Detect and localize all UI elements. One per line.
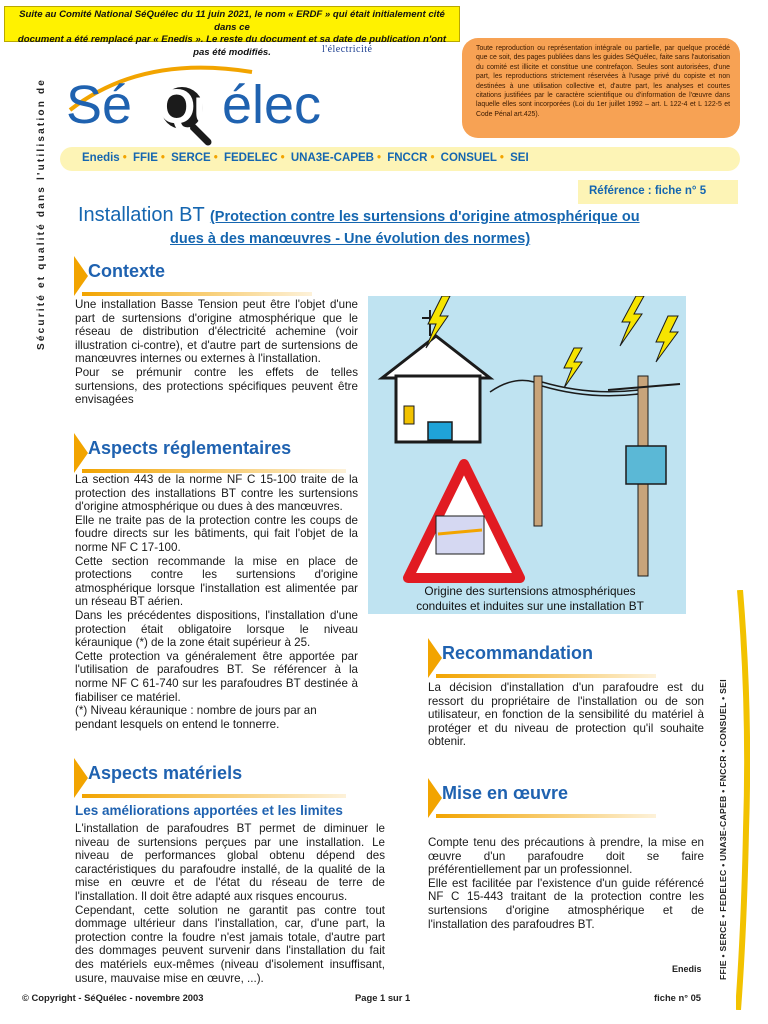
reglementaires-paragraph-5: Cette protection va généralement être apportée par l'utilisation de parafoudres BT. Se référencer à la norme NF C 61-740 sur les parafoudres BT destinée à fiabiliser ce matériel. bbox=[75, 649, 358, 704]
right-vertical-partners: FFIE • SERCE • FEDELEC • UNA3E-CAPEB • FNCCR • CONSUEL • SEI bbox=[718, 679, 728, 980]
logo-text-elec: élec bbox=[222, 75, 322, 135]
partner-enedis: Enedis bbox=[82, 152, 120, 164]
logo-text-se: Sé bbox=[66, 75, 133, 135]
contexte-paragraph-1: Une installation Basse Tension peut être l'objet d'une part de surtensions d'origine atmosphérique que le réseau de distribution d'électricité achemine (voir illustration ci-contre), et d'autre part de surtensions de manœuvres internes ou externes à l'installation. bbox=[75, 298, 358, 366]
title-sub-line-1: (Protection contre les surtensions d'origine atmosphérique ou bbox=[209, 209, 640, 225]
contexte-text bbox=[75, 298, 358, 407]
notice-line-1: Suite au Comité National SéQuélec du 11 juin 2021, le nom « ERDF » qui était initialement cité dans ce bbox=[19, 9, 445, 33]
partner-serce: SERCE bbox=[171, 152, 211, 164]
section-heading-recommandation: Recommandation bbox=[428, 638, 668, 672]
recommandation-paragraph-1: La décision d'installation d'un parafoudre est du ressort du propriétaire de l'installation ou de son utilisateur, en fonction de la sensibilité du matériel à protéger et du niveau de protection qu'il souhaite obtenir. bbox=[428, 681, 704, 749]
materiels-text bbox=[75, 822, 385, 985]
reglementaires-paragraph-2: Elle ne traite pas de la protection contre les coups de foudre directs sur les bâtiments, qui fait l'objet de la norme NF C 17-100. bbox=[75, 513, 358, 554]
title-sub-line-2: dues à des manœuvres - Une évolution des normes) bbox=[170, 231, 531, 247]
reglementaires-paragraph-4: Dans les précédentes dispositions, l'installation d'une protection était obligatoire lorsque le niveau kéraunique (*) de la zone était supérieur à 25. bbox=[75, 608, 358, 650]
partners-bar: Enedis • FFIE • SERCE • FEDELEC • UNA3E-CAPEB • FNCCR • CONSUEL • SEI bbox=[60, 147, 740, 171]
materiels-paragraph-2: Cependant, cette solution ne garantit pas contre tout dommage ultérieur dans l'installation, car, d'une part, la protection contre la foudre n'est jamais totale, d'autre part des dommages peuvent survenir dans l'installation du fait des matériels eux-mêmes (niveau d'isolement insuffisant, usure, mauvaise mise en œuvre, ...). bbox=[75, 903, 385, 985]
partner-fnccr: FNCCR bbox=[387, 152, 428, 164]
logo-text-qu: Qu bbox=[158, 81, 221, 134]
illustration-caption bbox=[380, 584, 680, 614]
title-main: Installation BT bbox=[78, 204, 205, 226]
right-decorative-stripe bbox=[736, 590, 750, 1010]
section-heading-materiels: Aspects matériels bbox=[74, 758, 354, 792]
notice-line-2: document a été remplacé par « Enedis ». Le reste du document et sa date de publication n'ont pas été modifiés. bbox=[17, 34, 447, 58]
partner-fedelec: FEDELEC bbox=[223, 152, 278, 164]
reglementaires-text bbox=[75, 473, 358, 731]
contexte-paragraph-2: Pour se prémunir contre les effets de telles surtensions, des protections spécifiques peuvent être envisagées bbox=[75, 365, 358, 407]
partner-una3e-capeb: UNA3E-CAPEB bbox=[290, 152, 374, 164]
page-title bbox=[78, 203, 738, 251]
partner-ffie: FFIE bbox=[132, 152, 158, 164]
mise-en-oeuvre-paragraph-1: Compte tenu des précautions à prendre, la mise en œuvre d'un parafoudre doit se faire préférentiellement par un professionnel. bbox=[428, 836, 704, 877]
section-heading-mise-en-oeuvre: Mise en œuvre bbox=[428, 778, 668, 812]
enedis-label: Enedis bbox=[672, 964, 702, 974]
surge-origin-illustration bbox=[368, 296, 686, 614]
caption-line-1: Origine des surtensions atmosphériques bbox=[424, 584, 636, 598]
logo-tagline: l'électricité bbox=[322, 44, 373, 55]
mise-en-oeuvre-paragraph-2: Elle est facilitée par l'existence d'un guide référencé NF C 15-443 traitant de la protection contre les surtensions d'origine atmosphérique et de l'installation des parafoudres BT. bbox=[428, 876, 704, 931]
recommandation-text bbox=[428, 681, 704, 749]
sequelec-logo bbox=[62, 58, 362, 148]
caption-line-2: conduites et induites sur une installation BT bbox=[416, 599, 644, 613]
reglementaires-paragraph-6: (*) Niveau kéraunique : nombre de jours par an pendant lesquels on entend le tonnerre. bbox=[75, 704, 317, 731]
materiels-subheading: Les améliorations apportées et les limites bbox=[75, 803, 343, 818]
partner-sei: SEI bbox=[510, 152, 529, 164]
section-heading-reglementaires: Aspects réglementaires bbox=[74, 433, 354, 467]
footer-copyright: © Copyright - SéQuélec - novembre 2003 bbox=[22, 992, 204, 1003]
reglementaires-paragraph-3: Cette section recommande la mise en place de protections contre les surtensions d'origine atmosphérique lorsque l'installation est alimentée par un réseau BT aérien. bbox=[75, 554, 358, 609]
materiels-paragraph-1: L'installation de parafoudres BT permet de diminuer le niveau de surtensions perçues par une installation. Le niveau de performances global obtenu dépend des caractéristiques du parafoudre installé, de la qualité de la mise en œuvre et de l'état du réseau de terre de l'installation. Il doit être adapté aux risques encourus. bbox=[75, 822, 385, 903]
footer-fiche-number: fiche n° 05 bbox=[654, 992, 701, 1003]
copyright-notice-box: Toute reproduction ou représentation intégrale ou partielle, par quelque procédé que ce soit, des pages publiées dans les guides SéQuélec, faite sans l'autorisation du comité est illicite et constitue une contrefaçon. Seules sont autorisées, d'une part, les reproductions strictement réservées à l'usage privé du copiste et non destinées à une utilisation collective et, d'autre part, les analyses et courtes citations justifiées par le caractère scientifique ou d'information de l'œuvre dans laquelle elles sont incorporées (Loi du 1er juillet 1992 – art. L 122-4 et L 122-5 et Code Pénal art.425). bbox=[462, 38, 740, 138]
footer-page-number: Page 1 sur 1 bbox=[355, 992, 411, 1003]
reference-box: Référence : fiche n° 5 bbox=[578, 180, 738, 204]
partner-consuel: CONSUEL bbox=[440, 152, 497, 164]
section-heading-contexte: Contexte bbox=[74, 256, 324, 290]
side-vertical-text: Sécurité et qualité dans l'utilisation de bbox=[36, 77, 47, 350]
mise-en-oeuvre-text bbox=[428, 836, 704, 931]
reglementaires-paragraph-1: La section 443 de la norme NF C 15-100 traite de la protection des installations BT contre les surtensions d'origine atmosphérique ou dues à des manœuvres. bbox=[75, 473, 358, 514]
